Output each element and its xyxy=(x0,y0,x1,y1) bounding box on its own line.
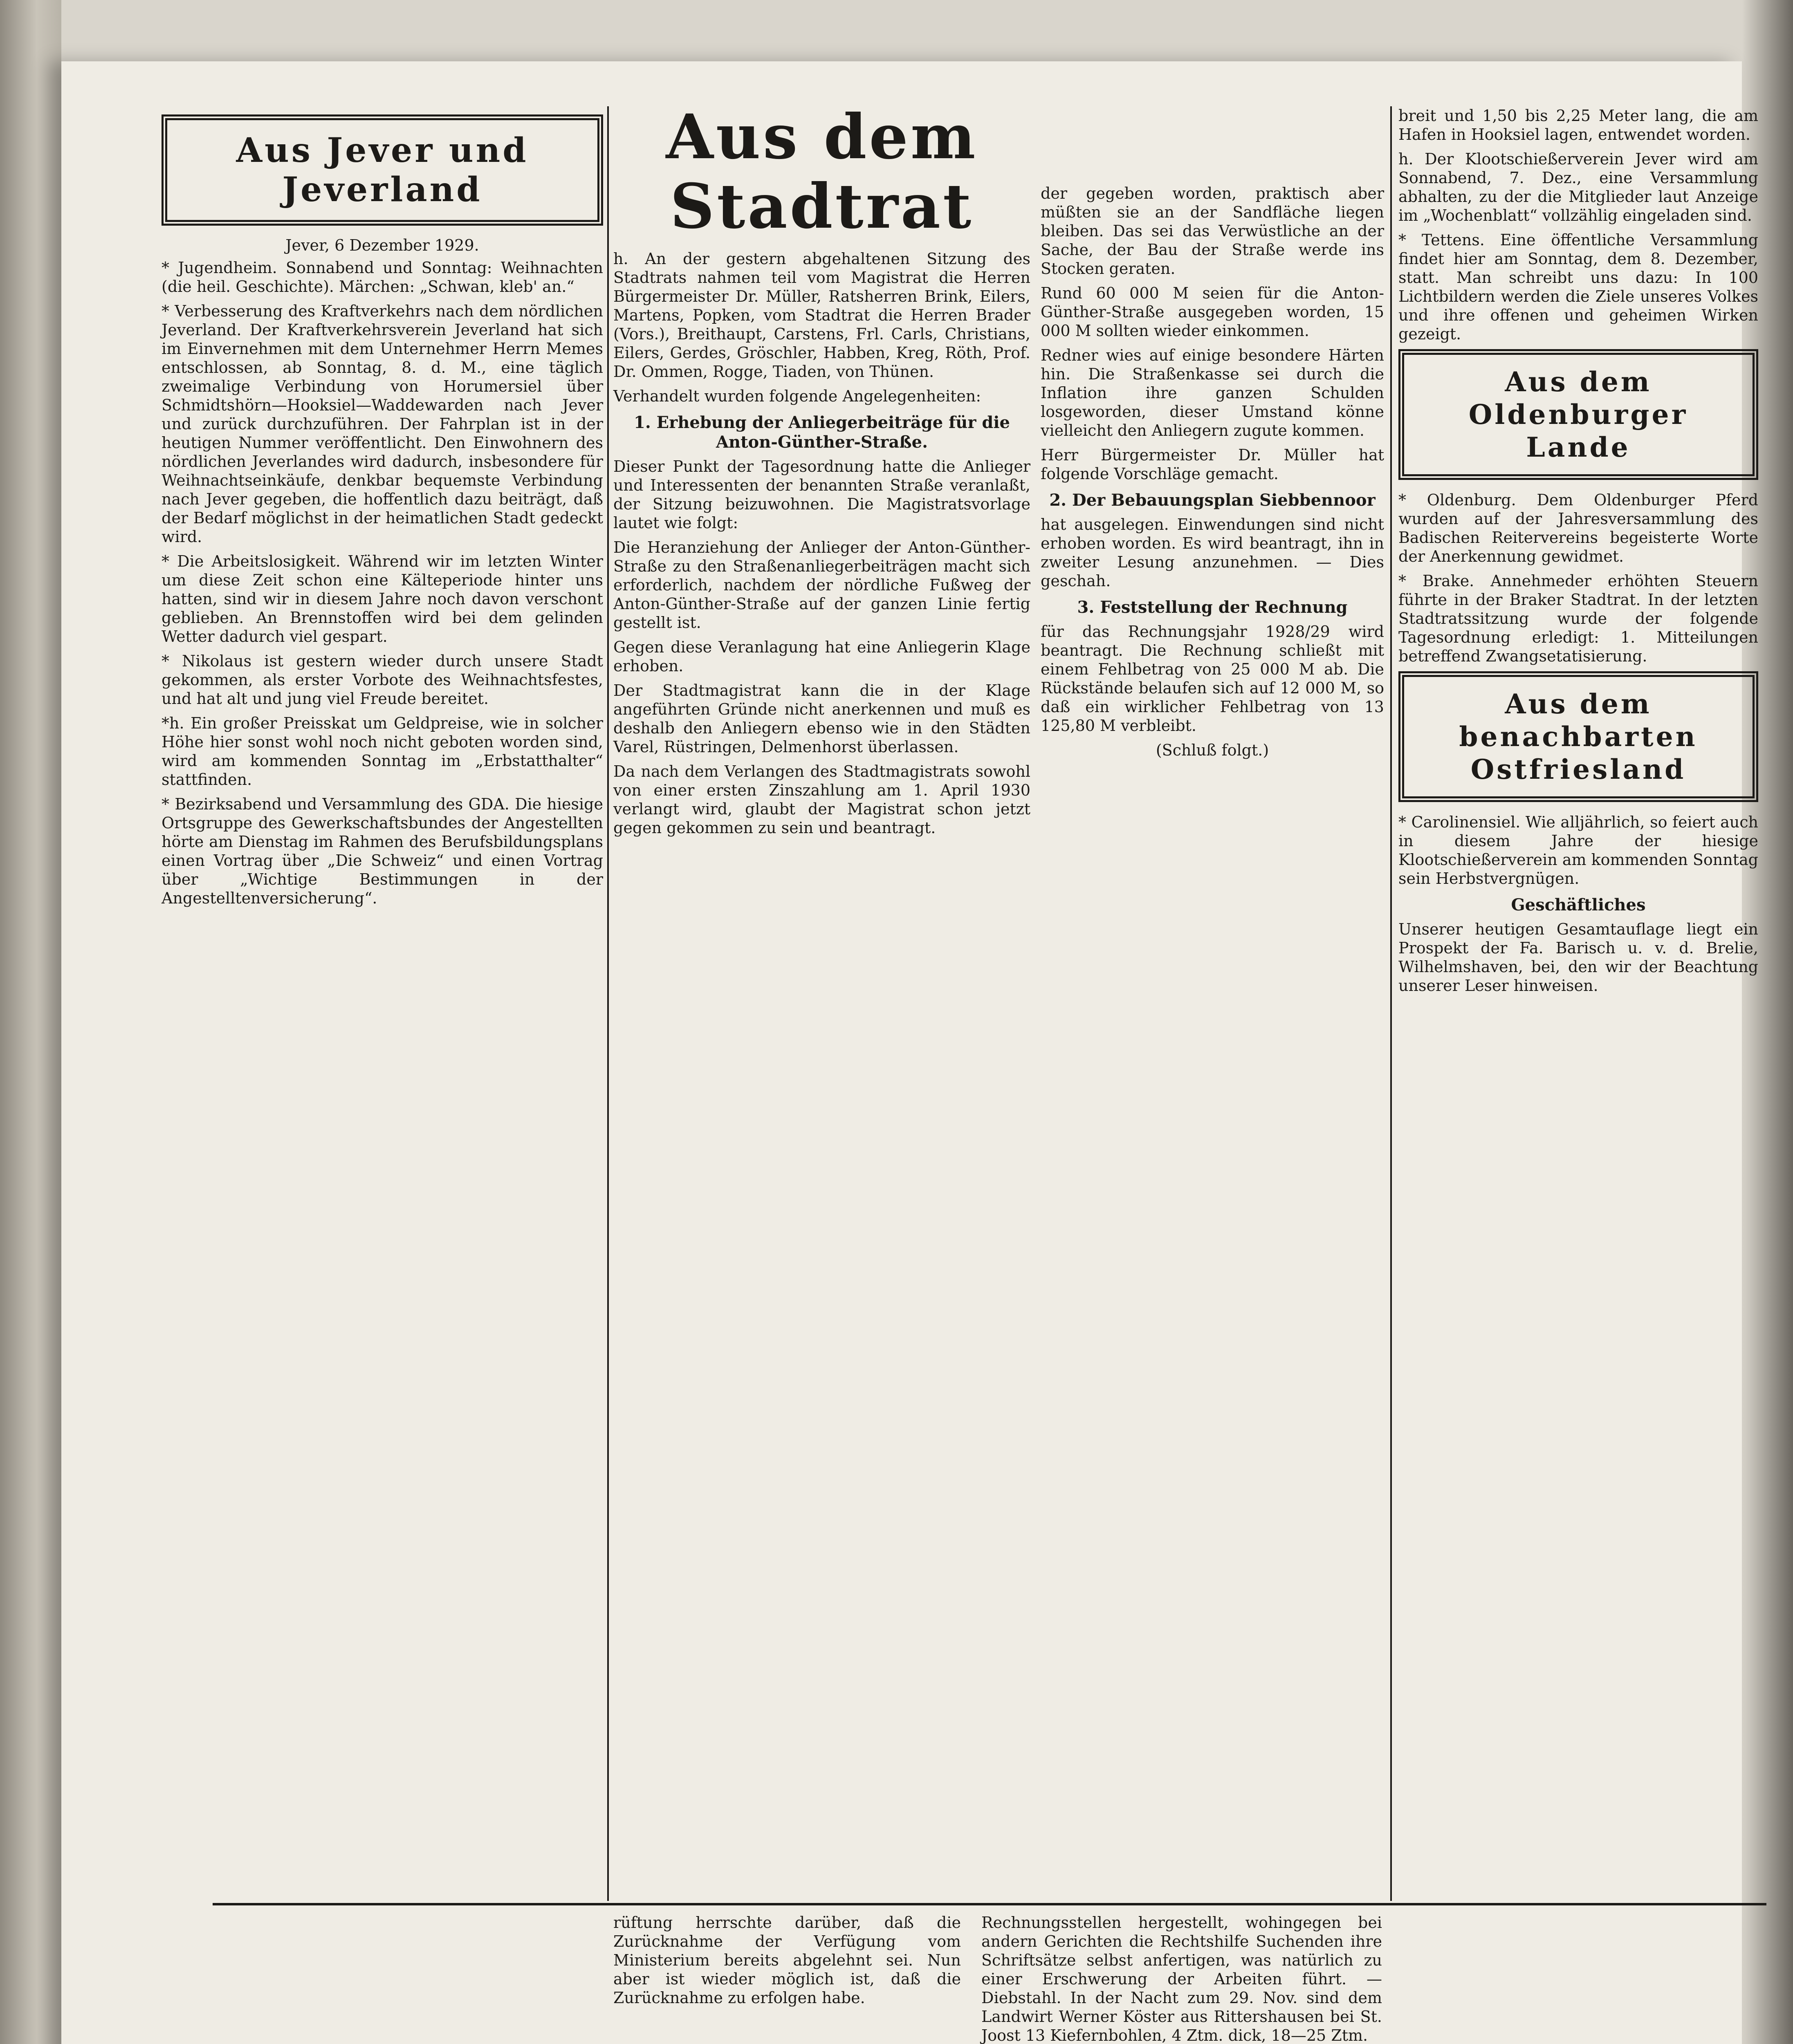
dateline: Jever, 6 Dezember 1929. xyxy=(285,236,479,254)
article-paragraph: hat ausgelegen. Einwendungen sind nicht erhoben worden. Es wird beantragt, ihn in zweiter Lesung anzunehmen. — Dies geschah. xyxy=(1041,515,1384,590)
article-paragraph: Redner wies auf einige besondere Härten hin. Die Straßenkasse sei durch die Inflation ihre ganzen Schulden losgeworden, dieser Umstand könne vielleicht den Anliegern zugute kommen. xyxy=(1041,346,1384,439)
article-paragraph: * Brake. Annehmeder erhöhten Steuern führte in der Braker Stadtrat. In der letzten Stadtratssitzung wurde der folgende Tagesordnung erledigt: 1. Mitteilungen betreffend Zwangsetatisierung. xyxy=(1398,572,1758,665)
article-paragraph: *h. Ein großer Preisskat um Geldpreise, wie in solcher Höhe hier sonst wohl noch nicht geboten worden sind, wird am kommenden Sonntag im „Erbstatthalter“ stattfinden. xyxy=(162,714,603,789)
article-paragraph: * Carolinensiel. Wie alljährlich, so feiert auch in diesem Jahre der hiesige Klootschießerverein am kommenden Sonntag sein Herbstvergnügen. xyxy=(1398,813,1758,888)
subheading-1: 1. Erhebung der Anliegerbeiträge für die Anton-Günther-Straße. xyxy=(634,413,1010,452)
lower-right-text xyxy=(981,1913,1382,2044)
article-paragraph: breit und 1,50 bis 2,25 Meter lang, die am Hafen in Hooksiel lagen, entwendet worden. xyxy=(1398,107,1758,143)
article-paragraph: * Oldenburg. Dem Oldenburger Pferd wurden auf der Jahresversammlung des Badischen Reitervereins begeisterte Worte der Anerkennung gewidmet. xyxy=(1398,491,1758,565)
article-paragraph: * Die Arbeitslosigkeit. Während wir im letzten Winter um diese Zeit schon eine Kälteperiode hinter uns hatten, sind wir in diesem Jahre noch davon verschont geblieben. An Brennstoffen wird bei dem gelinden Wetter dadurch viel gespart. xyxy=(162,552,603,645)
article-paragraph: Die Heranziehung der Anlieger der Anton-Günther-Straße zu den Straßenanliegerbeiträgen macht sich erforderlich, nachdem der nördliche Fußweg der Anton-Günther-Straße auf der ganzen Linie fertig gestellt ist. xyxy=(613,538,1030,632)
article-paragraph: * Tettens. Eine öffentliche Versammlung findet hier am Sonntag, dem 8. Dezember, statt. Man schreibt uns dazu: In 100 Lichtbildern werden die Ziele unseres Volkes und ihre offenen und geheimen Wirken gezeigt. xyxy=(1398,231,1758,343)
article-paragraph: Unserer heutigen Gesamtauflage liegt ein Prospekt der Fa. Barisch u. v. d. Brelie, Wilhelmshaven, bei, den wir der Beachtung unserer Leser hinweisen. xyxy=(1398,920,1758,995)
article-paragraph: Rund 60 000 M seien für die Anton-Günther-Straße ausgegeben worden, 15 000 M sollten wieder einkommen. xyxy=(1041,284,1384,340)
section-header-jever: Aus Jever und Jeverland xyxy=(162,114,603,226)
article-paragraph: * Bezirksabend und Versammlung des GDA. Die hiesige Ortsgruppe des Gewerkschaftsbundes der Angestellten hörte am Dienstag im Rahmen des Berufsbildungsplans einen Vortrag über „Die Schweiz“ und einen Vortrag über „Wichtige Bestimmungen in der Angestelltenversicherung“. xyxy=(162,795,603,907)
article-paragraph: Herr Bürgermeister Dr. Müller hat folgende Vorschläge gemacht. xyxy=(1041,446,1384,483)
lower-left-text xyxy=(613,1913,961,2013)
article-paragraph: rüftung herrschte darüber, daß die Zurücknahme der Verfügung vom Ministerium bereits abgelehnt sei. Nun aber ist wieder möglich ist, daß die Zurücknahme zu erfolgen habe. xyxy=(613,1914,961,2007)
subheading-geschaeftliches: Geschäftliches xyxy=(1511,895,1646,914)
column-jever xyxy=(162,114,603,913)
article-paragraph: * Jugendheim. Sonnabend und Sonntag: Weihnachten (die heil. Geschichte). Märchen: „Schwan, kleb' an.“ xyxy=(162,259,603,296)
subheading-2: 2. Der Bebauungsplan Siebbennoor xyxy=(1049,491,1376,510)
article-lead: Verhandelt wurden folgende Angelegenheiten: xyxy=(613,387,981,405)
article-paragraph: Dieser Punkt der Tagesordnung hatte die Anlieger und Interessenten der benannten Straße veranlaßt, der Sitzung beizuwohnen. Die Magistratsvorlage lautet wie folgt: xyxy=(613,457,1030,532)
column-divider xyxy=(607,106,609,1901)
section-header-oldenburg: Aus dem Oldenburger Lande xyxy=(1398,349,1758,480)
column-stadtrat xyxy=(613,102,1030,843)
article-paragraph: Da nach dem Verlangen des Stadtmagistrats sowohl von einer ersten Zinszahlung am 1. April 1930 verlangt wird, glaubt der Magistrat schon jetzt gegen gekommen zu sein und beantragt. xyxy=(613,762,1030,837)
column-divider xyxy=(1390,106,1392,1901)
horizontal-rule xyxy=(213,1903,1766,1905)
column-stadtrat-continued xyxy=(1041,184,1384,765)
article-paragraph: Rechnungsstellen hergestellt, wohingegen bei andern Gerichten die Rechtshilfe Suchenden ihre Schriftsätze selbst anfertigen, was natürlich zu einer Erschwerung der Arbeiten führt. — Diebstahl. In der Nacht zum 29. Nov. sind dem Landwirt Werner Köster aus Rittershausen bei St. Joost 13 Kiefernbohlen, 4 Ztm. dick, 18—25 Ztm. xyxy=(981,1914,1382,2044)
article-paragraph: der gegeben worden, praktisch aber müßten sie an der Sandfläche liegen bleiben. Das sei das Verwüstliche an der Sache, der Bau der Straße werde ins Stocken geraten. xyxy=(1041,184,1384,278)
article-paragraph: Der Stadtmagistrat kann die in der Klage angeführten Gründe nicht anerkennen und muß es deshalb den Anliegern ebenso wie in den Städten Varel, Rüstringen, Delmenhorst überlassen. xyxy=(613,681,1030,756)
book-binding xyxy=(0,0,61,2044)
article-paragraph: * Verbesserung des Kraftverkehrs nach dem nördlichen Jeverland. Der Kraftverkehrsverein Jeverland hat sich im Einvernehmen mit dem Unternehmer Herrn Memes entschlossen, ab Sonntag, 8. d. M., eine täglich zweimalige Verbindung von Horumersiel über Schmidtshörn—Hooksiel—Waddewarden nach Jever und zurück durchzuführen. Der Fahrplan ist in der heutigen Nummer veröffentlicht. Den Einwohnern des nördlichen Jeverlandes wird dadurch, insbesondere für Weihnachtseinkäufe, denkbar bequemste Verbindung nach Jever gegeben, die hoffentlich dazu beiträgt, daß der Bedarf möglichst in der heimatlichen Stadt gedeckt wird. xyxy=(162,302,603,546)
article-title-stadtrat: Aus dem Stadtrat xyxy=(666,101,978,242)
article-paragraph: Gegen diese Veranlagung hat eine Anliegerin Klage erhoben. xyxy=(613,638,1030,675)
column-region xyxy=(1398,106,1758,1001)
article-paragraph: h. Der Klootschießerverein Jever wird am Sonnabend, 7. Dez., eine Versammlung abhalten, zu der die Mitglieder laut Anzeige im „Wochenblatt“ vollzählig eingeladen sind. xyxy=(1398,150,1758,224)
subheading-3: 3. Feststellung der Rechnung xyxy=(1077,598,1348,617)
article-paragraph: * Nikolaus ist gestern wieder durch unsere Stadt gekommen, als erster Vorbote des Weihnachtsfestes, und hat alt und jung viel Freude bereitet. xyxy=(162,652,603,708)
section-header-ostfriesland: Aus dem benachbarten Ostfriesland xyxy=(1398,671,1758,802)
continuation-note: (Schluß folgt.) xyxy=(1156,741,1269,759)
article-paragraph: für das Rechnungsjahr 1928/29 wird beantragt. Die Rechnung schließt mit einem Fehlbetrag von 25 000 M ab. Die Rückstände belaufen sich auf 12 000 M, so daß ein wirklicher Fehlbetrag von 13 125,80 M verbleibt. xyxy=(1041,623,1384,735)
article-intro: h. An der gestern abgehaltenen Sitzung des Stadtrats nahmen teil vom Magistrat die Herren Bürgermeister Dr. Müller, Ratsherren Brink, Eilers, Martens, Popken, vom Stadtrat die Herren Brader (Vors.), Breithaupt, Carstens, Frl. Carls, Christians, Eilers, Gerdes, Gröschler, Habben, Kreg, Röth, Prof. Dr. Ommen, Rogge, Tiaden, von Thünen. xyxy=(613,250,1030,381)
